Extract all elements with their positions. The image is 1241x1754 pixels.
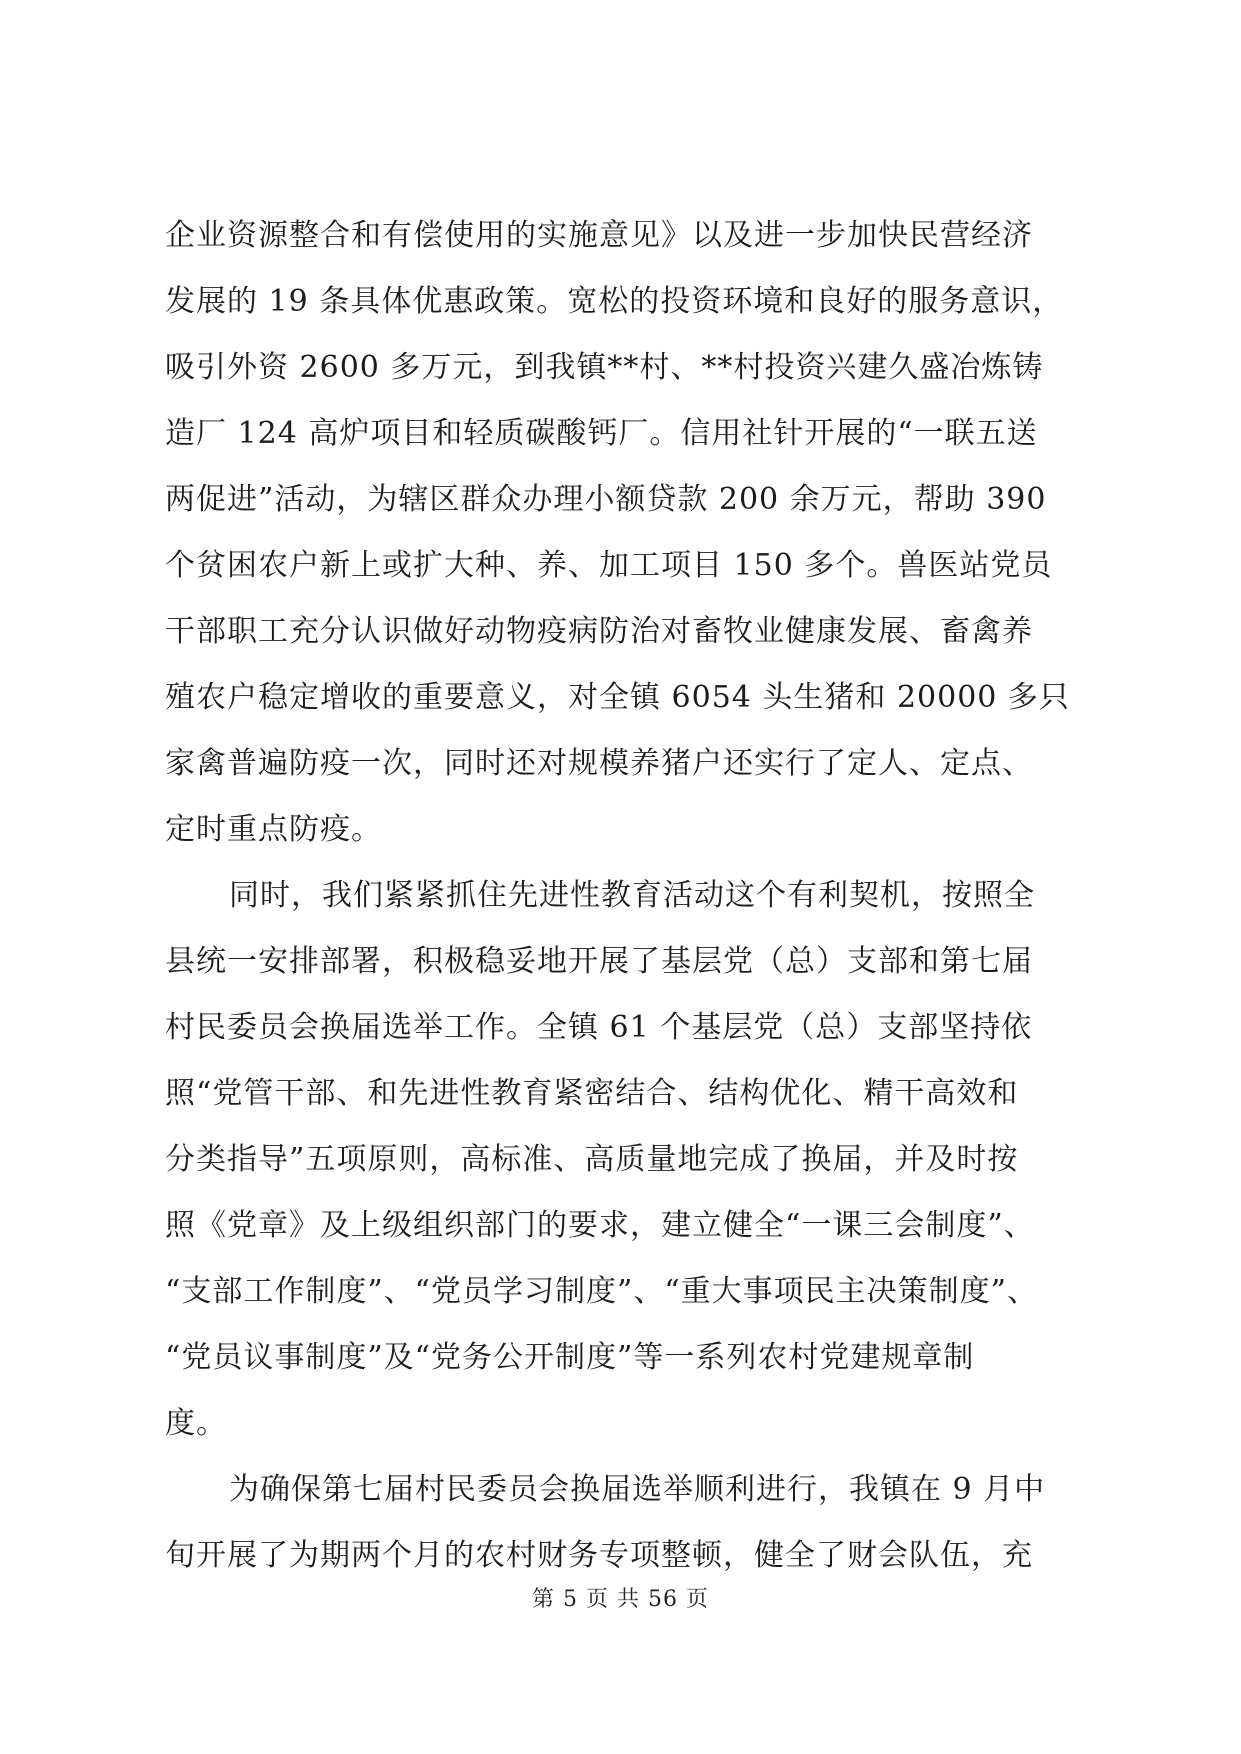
body-line: 殖农户稳定增收的重要意义，对全镇 6054 头生猪和 20000 多只 — [165, 680, 1070, 715]
body-line: 县统一安排部署，积极稳妥地开展了基层党（总）支部和第七届 — [165, 944, 1033, 979]
document-body — [165, 203, 1080, 1589]
body-line: 发展的 19 条具体优惠政策。宽松的投资环境和良好的服务意识， — [165, 284, 1064, 319]
body-line: 旬开展了为期两个月的农村财务专项整顿，健全了财会队伍，充 — [165, 1538, 1033, 1573]
paragraph-start-line: 同时，我们紧紧抓住先进性教育活动这个有利契机，按照全 — [229, 878, 1035, 913]
body-line: 个贫困农户新上或扩大种、养、加工项目 150 多个。兽医站党员 — [165, 548, 1053, 583]
body-line: 村民委员会换届选举工作。全镇 61 个基层党（总）支部坚持依 — [165, 1010, 1033, 1045]
body-line: 企业资源整合和有偿使用的实施意见》以及进一步加快民营经济 — [165, 218, 1033, 253]
body-line: “党员议事制度”及“党务公开制度”等一系列农村党建规章制 — [165, 1340, 975, 1375]
body-line: “支部工作制度”、“党员学习制度”、“重大事项民主决策制度”、 — [165, 1274, 1039, 1309]
body-line: 造厂 124 高炉项目和轻质碳酸钙厂。信用社针开展的“一联五送 — [165, 416, 1038, 451]
body-line: 干部职工充分认识做好动物疫病防治对畜牧业健康发展、畜禽养 — [165, 614, 1033, 649]
body-line: 两促进”活动，为辖区群众办理小额贷款 200 余万元，帮助 390 — [165, 482, 1047, 517]
body-line: 照“党管干部、和先进性教育紧密结合、结构优化、精干高效和 — [165, 1076, 1019, 1111]
body-line: 家禽普遍防疫一次，同时还对规模养猪户还实行了定人、定点、 — [165, 746, 1033, 781]
page-number-footer: 第 5 页 共 56 页 — [532, 1587, 709, 1612]
paragraph-start-line: 为确保第七届村民委员会换届选举顺利进行，我镇在 9 月中 — [229, 1472, 1046, 1507]
body-line: 照《党章》及上级组织部门的要求，建立健全“一课三会制度”、 — [165, 1208, 1035, 1243]
body-line: 吸引外资 2600 多万元，到我镇**村、**村投资兴建久盛冶炼铸 — [165, 350, 1044, 385]
body-line: 分类指导”五项原则，高标准、高质量地完成了换届，并及时按 — [165, 1142, 1019, 1177]
body-line: 度。 — [165, 1406, 227, 1441]
body-line: 定时重点防疫。 — [165, 812, 382, 847]
